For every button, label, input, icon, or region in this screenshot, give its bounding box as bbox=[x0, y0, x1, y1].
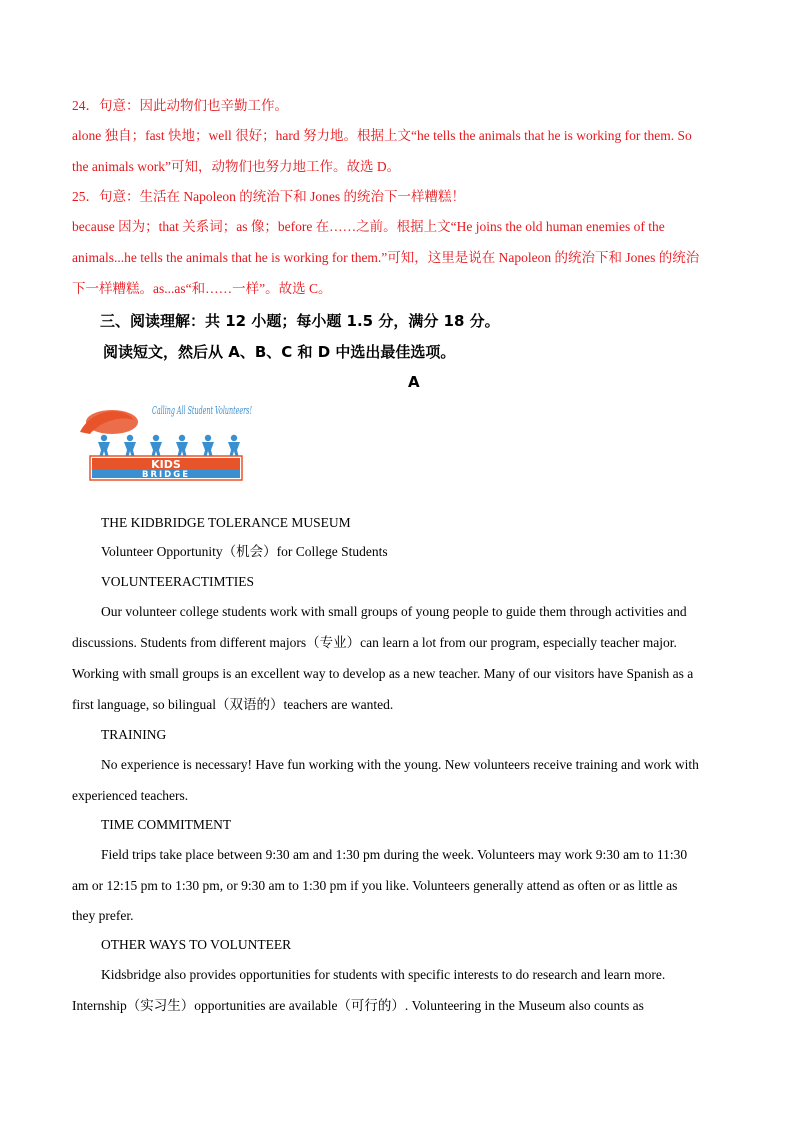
section-title: 三、阅读理解：共 12 小题；每小题 1.5 分，满分 18 分。 bbox=[100, 312, 500, 330]
passage-title: THE KIDBRIDGE TOLERANCE MUSEUM bbox=[101, 515, 351, 530]
paragraph-3-line-1: Field trips take place between 9:30 am and 1:30 pm during the week. Volunteers may work 9:30 am to 11:30 bbox=[101, 847, 688, 862]
heading-training: TRAINING bbox=[101, 727, 167, 742]
passage-subtitle: Volunteer Opportunity（机会）for College Students bbox=[101, 544, 388, 559]
heading-time-commitment: TIME COMMITMENT bbox=[101, 817, 232, 832]
q24-title: 24．句意：因此动物们也辛勤工作。 bbox=[72, 98, 288, 113]
heading-other-ways: OTHER WAYS TO VOLUNTEER bbox=[101, 937, 292, 952]
q24-explanation-line-1: alone 独自；fast 快地；well 很好；hard 努力地。根据上文“he tells the animals that he is working for them. So bbox=[72, 128, 692, 143]
paragraph-4-line-2: Internship（实习生）opportunities are available（可行的）. Volunteering in the Museum also counts as bbox=[72, 998, 644, 1013]
paragraph-4-line-1: Kidsbridge also provides opportunities for students with specific interests to do research and learn more. bbox=[101, 967, 666, 982]
paragraph-1-line-1: Our volunteer college students work with small groups of young people to guide them through activities and bbox=[101, 604, 687, 619]
q25-title: 25．句意：生活在 Napoleon 的统治下和 Jones 的统治下一样糟糕！ bbox=[72, 189, 465, 204]
paragraph-1-line-2: discussions. Students from different majors（专业）can learn a lot from our program, especially teacher major. bbox=[72, 635, 677, 650]
kidsbridge-logo bbox=[72, 398, 258, 482]
q25-explanation-line-3: 下一样糟糕。as...as“和……一样”。故选 C。 bbox=[72, 281, 332, 296]
section-instruction: 阅读短文，然后从 A、B、C 和 D 中选出最佳选项。 bbox=[103, 343, 456, 361]
passage-label: A bbox=[408, 373, 420, 391]
q24-explanation-line-2: the animals work”可知，动物们也努力地工作。故选 D。 bbox=[72, 159, 401, 174]
paragraph-1-line-3: Working with small groups is an excellent way to develop as a new teacher. Many of our visitors have Spanish as a bbox=[72, 666, 694, 681]
logo-bridge-text: BRIDGE bbox=[141, 470, 191, 480]
paragraph-3-line-3: they prefer. bbox=[72, 908, 134, 923]
paragraph-2-line-1: No experience is necessary! Have fun working with the young. New volunteers receive training and work with bbox=[101, 757, 699, 772]
q25-explanation-line-1: because 因为；that 关系词；as 像；before 在……之前。根据上文“He joins the old human enemies of the bbox=[72, 219, 665, 234]
q25-explanation-line-2: animals...he tells the animals that he is working for them.”可知，这里是说在 Napoleon 的统治下和 Jones 的统治 bbox=[72, 250, 700, 265]
paragraph-2-line-2: experienced teachers. bbox=[72, 788, 189, 803]
heading-volunteer-activities: VOLUNTEERACTIMTIES bbox=[101, 574, 254, 589]
children-figures-icon bbox=[98, 435, 240, 458]
logo-kids-text: KIDS bbox=[151, 458, 181, 471]
logo-tagline: Calling All Student Volunteers! bbox=[152, 404, 252, 417]
paragraph-3-line-2: am or 12:15 pm to 1:30 pm, or 9:30 am to 1:30 pm if you like. Volunteers generally attend as often or as little as bbox=[72, 878, 678, 893]
paragraph-1-line-4: first language, so bilingual（双语的）teachers are wanted. bbox=[72, 697, 394, 712]
